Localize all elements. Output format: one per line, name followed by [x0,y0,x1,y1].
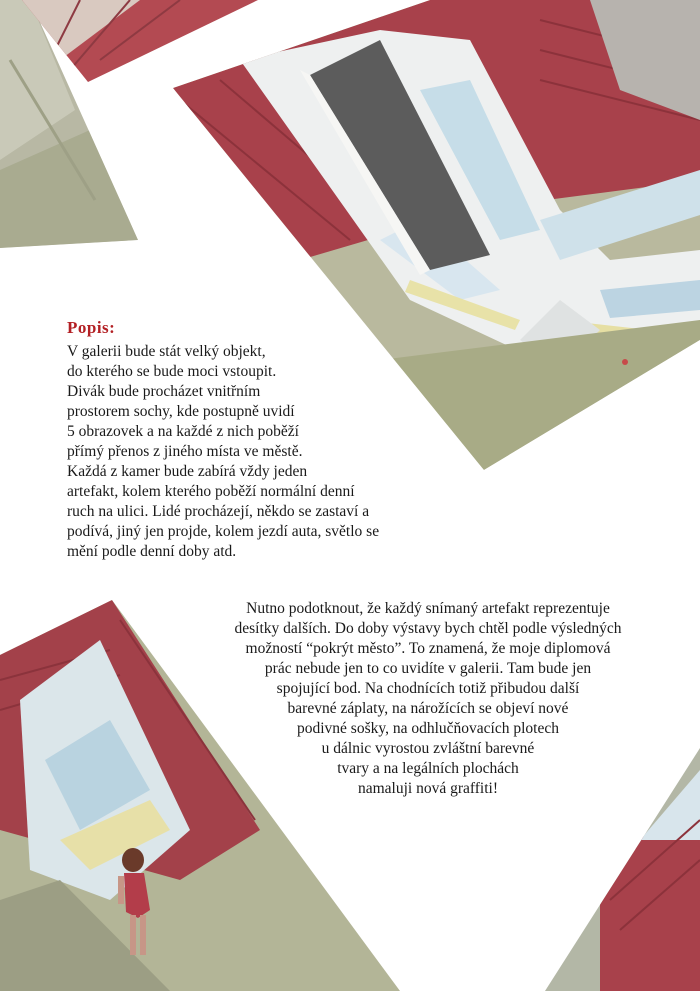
description-paragraph: V galerii bude stát velký objekt, do kterého se bude moci vstoupit. Divák bude procházet vnitřním prostorem sochy, kde postupně uvidí 5 obrazovek a na každé z nich poběží přímý přenos z jiného místa ve městě. Každá z kamer bude zabírá vždy jeden artefakt, kolem kterého poběží normální denní ruch na ulici. Lidé procházejí, někdo se zastaví a podívá, jiný jen projde, kolem jezdí auta, světlo se mění podle denní doby atd. [67,343,380,560]
section-heading: Popis: [67,318,116,337]
note-paragraph: Nutno podotknout, že každý snímaný artefakt reprezentuje desítky dalších. Do doby výstavy bych chtěl podle výsledných možností “pokrýt město”. To znamená, že moje diplomová prác nebude jen to co uvidíte v galerii. Tam bude jen spojující bod. Na chodnících totiž přibudou další barevné záplaty, na nárožících se objeví nové podivné sošky, na odhlučňovacích plotech u dálnic vyrostou zvláštní barevné tvary a na legálních plochách namaluji nová graffiti! [234,600,622,797]
